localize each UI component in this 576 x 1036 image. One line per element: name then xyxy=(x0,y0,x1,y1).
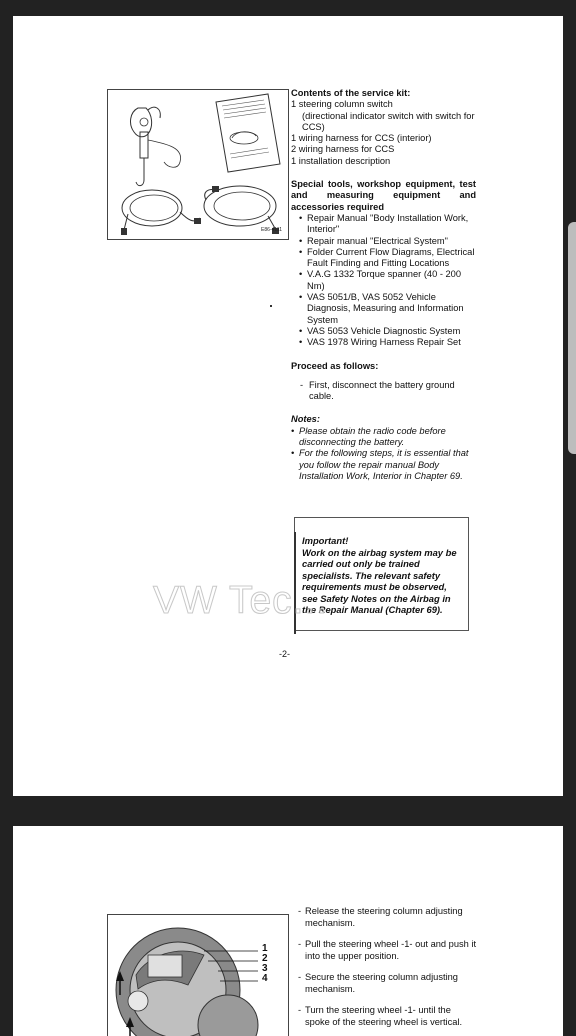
important-heading: Important! xyxy=(302,535,349,546)
step-item: - Release the steering column adjusting mechanism. xyxy=(298,906,463,928)
contents-heading: Contents of the service kit: xyxy=(291,88,411,98)
proceed-step: - First, disconnect the battery ground cable. xyxy=(300,379,455,402)
steering-wheel-illustration xyxy=(108,915,288,1036)
scrollbar-handle[interactable] xyxy=(568,222,576,454)
note-item: • For the following steps, it is essential that you follow the repair manual Body Installation Work, Interior in Chapter 69. xyxy=(291,448,469,481)
tools-item: • VAS 1978 Wiring Harness Repair Set xyxy=(299,337,461,348)
document-page-2 xyxy=(13,826,563,1036)
callout-4: 4 xyxy=(262,973,268,984)
instructions-column xyxy=(291,88,476,482)
tools-item: • VAS 5051/B, VAS 5052 Vehicle Diagnosis, Measuring and Information System xyxy=(299,292,464,325)
tools-item: • V.A.G 1332 Torque spanner (40 - 200 Nm) xyxy=(299,269,462,291)
contents-item: 1 steering column switch xyxy=(291,99,393,110)
contents-item: (directional indicator switch with switch for CCS) xyxy=(302,110,475,132)
important-text: Work on the airbag system may be carried out only be trained specialists. The relevant safety requirements must be observed, see Safety Notes on the Airbag in the Repair Manual (Chapter 69). xyxy=(302,546,457,615)
proceed-heading: Proceed as follows: xyxy=(291,360,379,371)
stray-mark xyxy=(270,305,272,307)
callout-1: 1 xyxy=(262,943,268,954)
service-kit-illustration xyxy=(108,90,288,239)
figure-code: E86-4111 xyxy=(261,227,282,233)
step-item: - Pull the steering wheel -1- out and push it into the upper position. xyxy=(298,939,477,961)
tools-item: • VAS 5053 Vehicle Diagnostic System xyxy=(299,325,461,336)
tools-heading: Special tools, workshop equipment, test and measuring equipment and accessories required xyxy=(291,179,476,212)
document-page-1 xyxy=(13,16,563,796)
callout-2: 2 xyxy=(262,953,268,964)
contents-item: 2 wiring harness for CCS xyxy=(291,144,395,155)
page-number: -2- xyxy=(279,649,290,659)
notes-heading: Notes: xyxy=(291,414,320,425)
contents-item: 1 installation description xyxy=(291,155,391,166)
step-item: - Turn the steering wheel -1- until the spoke of the steering wheel is vertical. xyxy=(298,1005,463,1027)
service-kit-figure xyxy=(107,89,289,240)
tools-item: • Repair Manual "Body Installation Work, Interior" xyxy=(299,212,469,235)
steering-wheel-figure xyxy=(107,914,289,1036)
tools-item: • Repair manual "Electrical System" xyxy=(299,235,448,246)
watermark: VW Tec... xyxy=(153,579,329,622)
note-item: • Please obtain the radio code before disconnecting the battery. xyxy=(291,425,446,448)
contents-item: 1 wiring harness for CCS (interior) xyxy=(291,133,432,144)
tools-item: • Folder Current Flow Diagrams, Electrical Fault Finding and Fitting Locations xyxy=(299,246,475,269)
callout-3: 3 xyxy=(262,963,268,974)
step-item: - Secure the steering column adjusting mechanism. xyxy=(298,972,458,994)
steps-column xyxy=(298,906,478,1036)
